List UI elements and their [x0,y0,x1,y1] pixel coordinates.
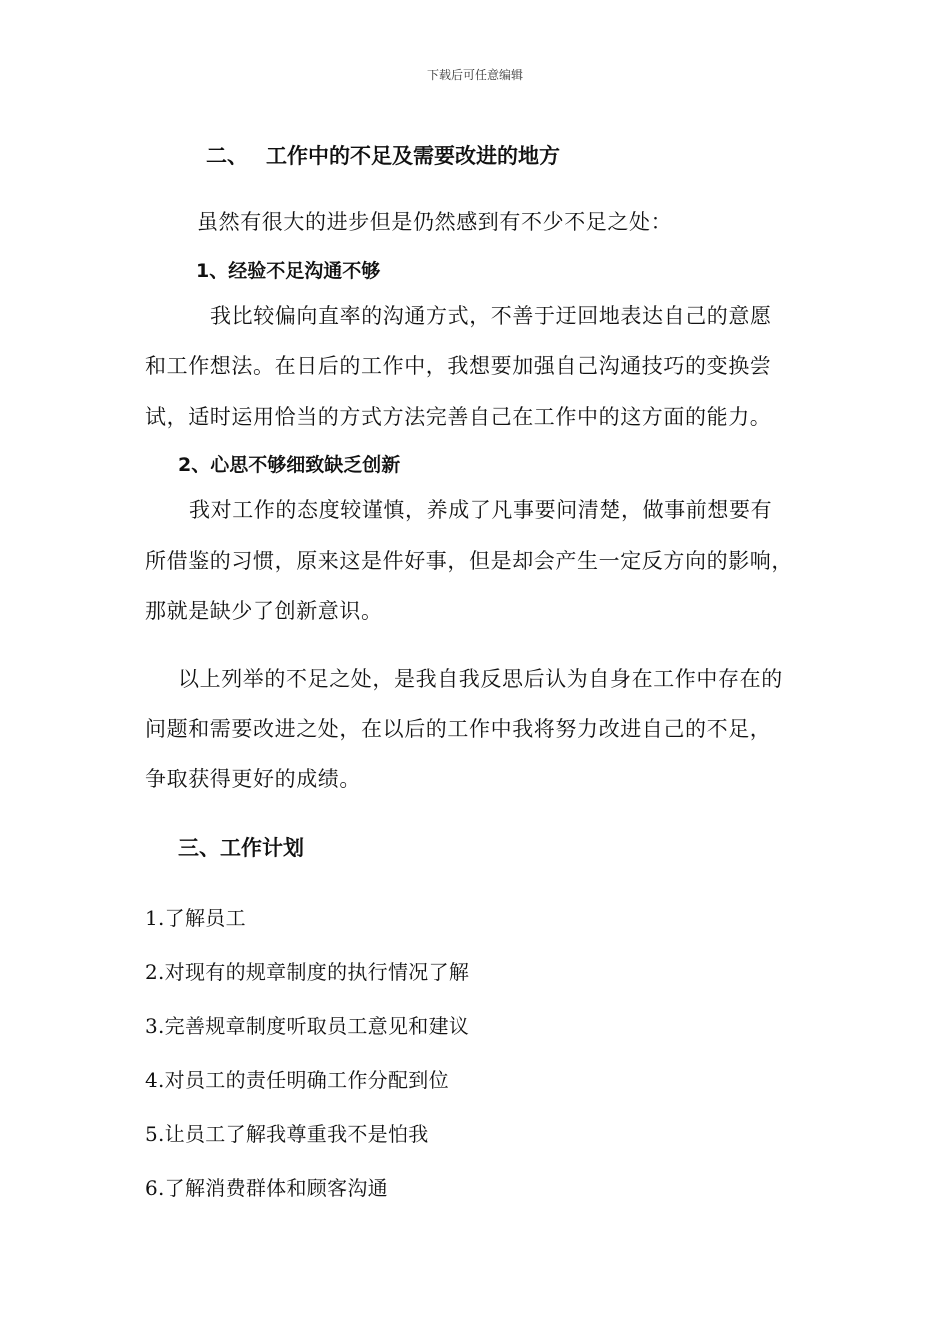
item-1-heading: 1、经验不足沟通不够 [196,260,381,282]
plan-list-item: 1.了解员工 [145,906,246,930]
section-3-title: 三、工作计划 [178,836,304,860]
intro-paragraph: 虽然有很大的进步但是仍然感到有不少不足之处： [197,210,673,234]
summary-line: 以上列举的不足之处，是我自我反思后认为自身在工作中存在的 [178,667,783,691]
item-2-line: 我对工作的态度较谨慎，养成了凡事要问清楚，做事前想要有 [189,498,773,522]
plan-list-item: 6.了解消费群体和顾客沟通 [145,1176,388,1200]
item-1-line: 我比较偏向直率的沟通方式，不善于迂回地表达自己的意愿 [210,304,772,328]
plan-list-item: 2.对现有的规章制度的执行情况了解 [145,960,470,984]
item-2-heading: 2、心思不够细致缺乏创新 [178,454,401,476]
item-2-line: 所借鉴的习惯，原来这是件好事，但是却会产生一定反方向的影响， [145,549,793,573]
header-note: 下载后可任意编辑 [426,68,523,82]
plan-list-item: 4.对员工的责任明确工作分配到位 [145,1068,449,1092]
item-1-line: 和工作想法。在日后的工作中，我想要加强自己沟通技巧的变换尝 [145,354,772,378]
plan-list-item: 5.让员工了解我尊重我不是怕我 [145,1122,429,1146]
item-1-line: 试，适时运用恰当的方式方法完善自己在工作中的这方面的能力。 [145,405,772,429]
section-2-number: 二、 [206,144,248,168]
plan-list-item: 3.完善规章制度听取员工意见和建议 [145,1014,470,1038]
summary-line: 争取获得更好的成绩。 [145,767,361,791]
section-2-title: 工作中的不足及需要改进的地方 [266,144,560,168]
item-2-line: 那就是缺少了创新意识。 [145,599,383,623]
summary-line: 问题和需要改进之处，在以后的工作中我将努力改进自己的不足， [145,717,772,741]
